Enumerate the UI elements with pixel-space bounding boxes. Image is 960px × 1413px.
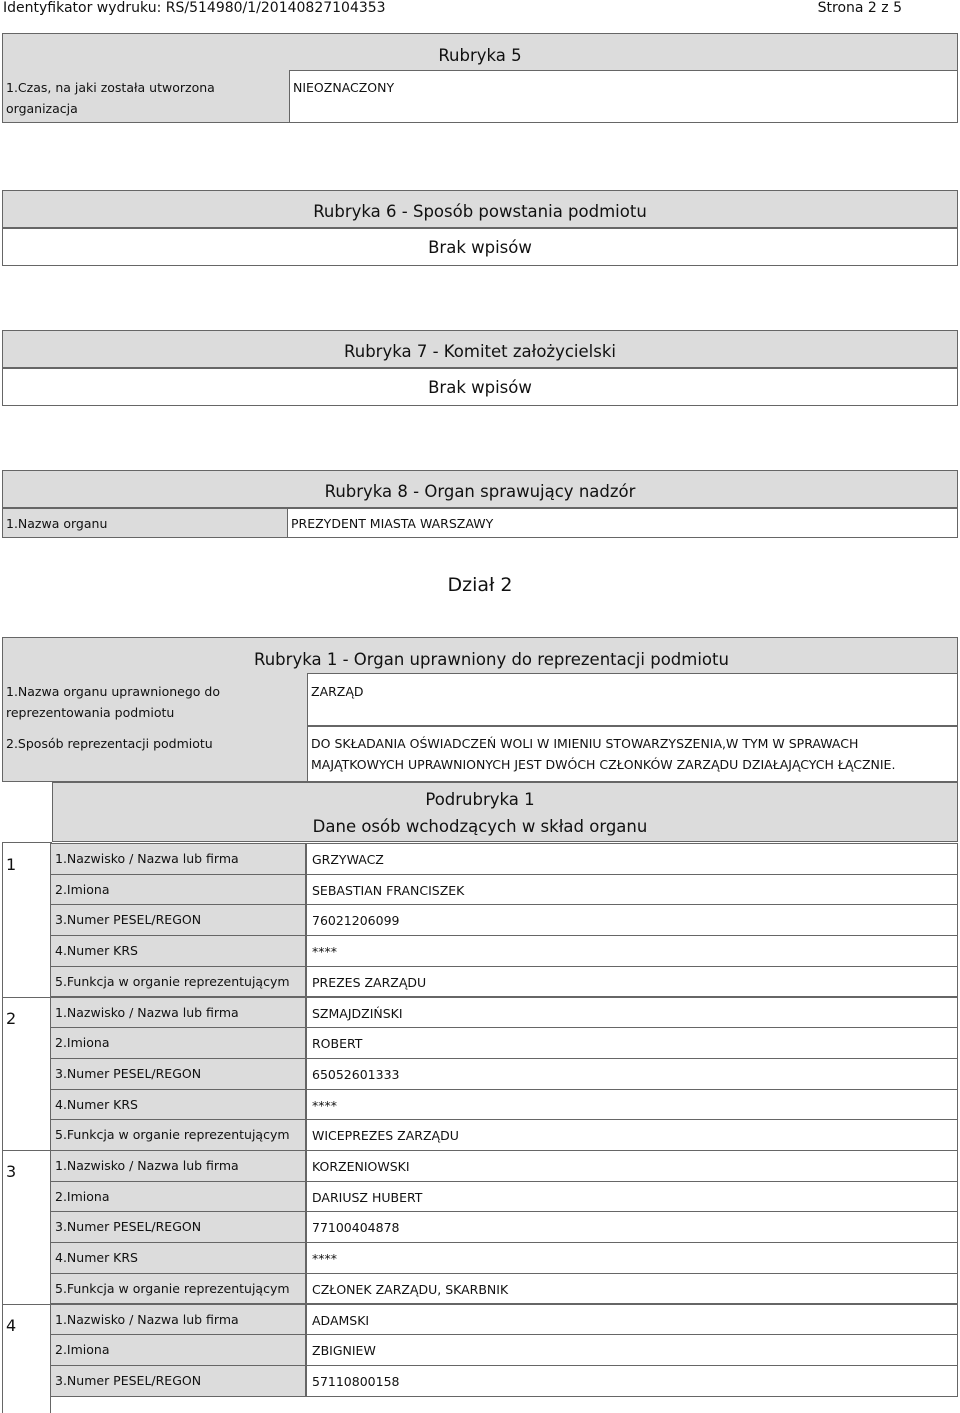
field-value: ****: [312, 1251, 337, 1267]
field-label-cell: [50, 1334, 306, 1366]
page-number: Strona 2 z 5: [817, 0, 902, 16]
field-label-cell: [50, 904, 306, 936]
field-label-cell: [50, 1058, 306, 1090]
field-label: 4.Numer KRS: [55, 1096, 138, 1112]
rubryka-7-title: Rubryka 7 - Komitet założycielski: [344, 342, 616, 361]
field-value-cell: [306, 1027, 958, 1059]
field-label: 5.Funkcja w organie reprezentującym: [55, 1127, 290, 1143]
field-value-cell: [306, 1089, 958, 1121]
field-label-cell: [50, 843, 306, 875]
field-label-cell: [50, 1273, 306, 1305]
field-label-cell: [50, 1365, 306, 1397]
field-value: ZBIGNIEW: [312, 1343, 376, 1359]
field-value: PREZES ZARZĄDU: [312, 974, 427, 990]
field-label-cell: [50, 1027, 306, 1059]
field-label: 2.Imiona: [55, 1188, 110, 1204]
field-value-cell: [306, 1211, 958, 1243]
field-value-cell: [306, 1119, 958, 1151]
field-label: 2.Imiona: [55, 1342, 110, 1358]
rubryka-6-empty: Brak wpisów: [428, 238, 532, 257]
field-value: 65052601333: [312, 1066, 400, 1082]
rubryka-1-value-1-cell: [307, 673, 958, 726]
field-value-cell: [306, 1365, 958, 1397]
rubryka-1-value-1: ZARZĄD: [311, 684, 364, 699]
field-value: ****: [312, 944, 337, 960]
field-value-cell: [306, 874, 958, 906]
field-label-cell: [50, 935, 306, 967]
field-value-cell: [306, 1150, 958, 1182]
field-label: 5.Funkcja w organie reprezentującym: [55, 1280, 290, 1296]
person-number: 1: [6, 855, 17, 874]
field-value-cell: [306, 1273, 958, 1305]
rubryka-5-title: Rubryka 5: [438, 46, 522, 65]
field-label-cell: [50, 1242, 306, 1274]
field-label-cell: [50, 1211, 306, 1243]
field-value: WICEPREZES ZARZĄDU: [312, 1128, 459, 1144]
person-number: 3: [6, 1162, 17, 1181]
field-label-cell: [50, 1181, 306, 1213]
field-value: 76021206099: [312, 913, 400, 929]
rubryka-1-label-1: 1.Nazwa organu uprawnionego do reprezentowania podmiotu: [6, 684, 221, 720]
field-value: ADAMSKI: [312, 1312, 370, 1328]
field-label-cell: [50, 874, 306, 906]
field-value: DARIUSZ HUBERT: [312, 1189, 423, 1205]
field-value: GRZYWACZ: [312, 852, 384, 867]
person-number: 4: [6, 1315, 17, 1335]
field-label-cell: [50, 1304, 306, 1336]
field-value: ****: [312, 1097, 337, 1113]
field-label: 1.Nazwisko / Nazwa lub firma: [55, 851, 239, 866]
field-value-cell: [306, 935, 958, 967]
field-label-cell: [50, 966, 306, 998]
podrubryka-subtitle: Dane osób wchodzących w skład organu: [312, 817, 648, 836]
field-label-cell: [50, 1119, 306, 1151]
person-number: 2: [6, 1008, 17, 1028]
rubryka-5-label: 1.Czas, na jaki została utworzona organizacja: [6, 80, 215, 116]
field-label: 3.Numer PESEL/REGON: [55, 1219, 202, 1235]
field-value-cell: [306, 1304, 958, 1336]
field-value-cell: [306, 1058, 958, 1090]
podrubryka-title: Podrubryka 1: [425, 790, 535, 809]
rubryka-8-value: PREZYDENT MIASTA WARSZAWY: [291, 516, 494, 531]
field-label: 4.Numer KRS: [55, 1250, 138, 1266]
field-value-cell: [306, 997, 958, 1029]
field-value-cell: [306, 904, 958, 936]
field-value: SZMAJDZIŃSKI: [312, 1005, 403, 1021]
print-id: Identyfikator wydruku: RS/514980/1/20140827104353: [3, 0, 386, 16]
field-value: CZŁONEK ZARZĄDU, SKARBNIK: [312, 1281, 509, 1297]
rubryka-8-label: 1.Nazwa organu: [6, 516, 108, 531]
field-label: 4.Numer KRS: [55, 943, 138, 959]
field-label: 3.Numer PESEL/REGON: [55, 1065, 202, 1081]
rubryka-1-label-2: 2.Sposób reprezentacji podmiotu: [6, 736, 213, 751]
rubryka-7-empty: Brak wpisów: [428, 378, 532, 397]
rubryka-8-title: Rubryka 8 - Organ sprawujący nadzór: [324, 482, 636, 501]
field-label-cell: [50, 1089, 306, 1121]
field-value: KORZENIOWSKI: [312, 1159, 410, 1174]
rubryka-1-title: Rubryka 1 - Organ uprawniony do reprezentacji podmiotu: [254, 650, 729, 669]
rubryka-1-value-2: DO SKŁADANIA OŚWIADCZEŃ WOLI W IMIENIU STOWARZYSZENIA,W TYM W SPRAWACH MAJĄTKOWYCH UPRAWNIONYCH JEST DWÓCH CZŁONKÓW ZARZĄDU DZIAŁAJĄCYCH ŁĄCZNIE.: [311, 736, 896, 772]
field-value-cell: [306, 843, 958, 875]
field-label: 3.Numer PESEL/REGON: [55, 912, 202, 928]
field-value-cell: [306, 1334, 958, 1366]
field-value-cell: [306, 1181, 958, 1213]
rubryka-5-value: NIEOZNACZONY: [293, 80, 395, 95]
field-label: 1.Nazwisko / Nazwa lub firma: [55, 1004, 239, 1020]
field-label: 2.Imiona: [55, 881, 110, 897]
field-label: 1.Nazwisko / Nazwa lub firma: [55, 1158, 239, 1173]
field-label: 5.Funkcja w organie reprezentującym: [55, 973, 290, 989]
field-label: 1.Nazwisko / Nazwa lub firma: [55, 1311, 239, 1327]
field-label-cell: [50, 1150, 306, 1182]
field-value: 77100404878: [312, 1220, 400, 1236]
field-label-cell: [50, 997, 306, 1029]
field-value: 57110800158: [312, 1373, 400, 1389]
field-label: 3.Numer PESEL/REGON: [55, 1372, 202, 1388]
field-value-cell: [306, 1242, 958, 1274]
rubryka-6-title: Rubryka 6 - Sposób powstania podmiotu: [313, 202, 647, 221]
field-value-cell: [306, 966, 958, 998]
section-title: Dział 2: [447, 574, 513, 596]
field-value: SEBASTIAN FRANCISZEK: [312, 882, 465, 898]
field-label: 2.Imiona: [55, 1035, 110, 1051]
field-value: ROBERT: [312, 1036, 363, 1052]
